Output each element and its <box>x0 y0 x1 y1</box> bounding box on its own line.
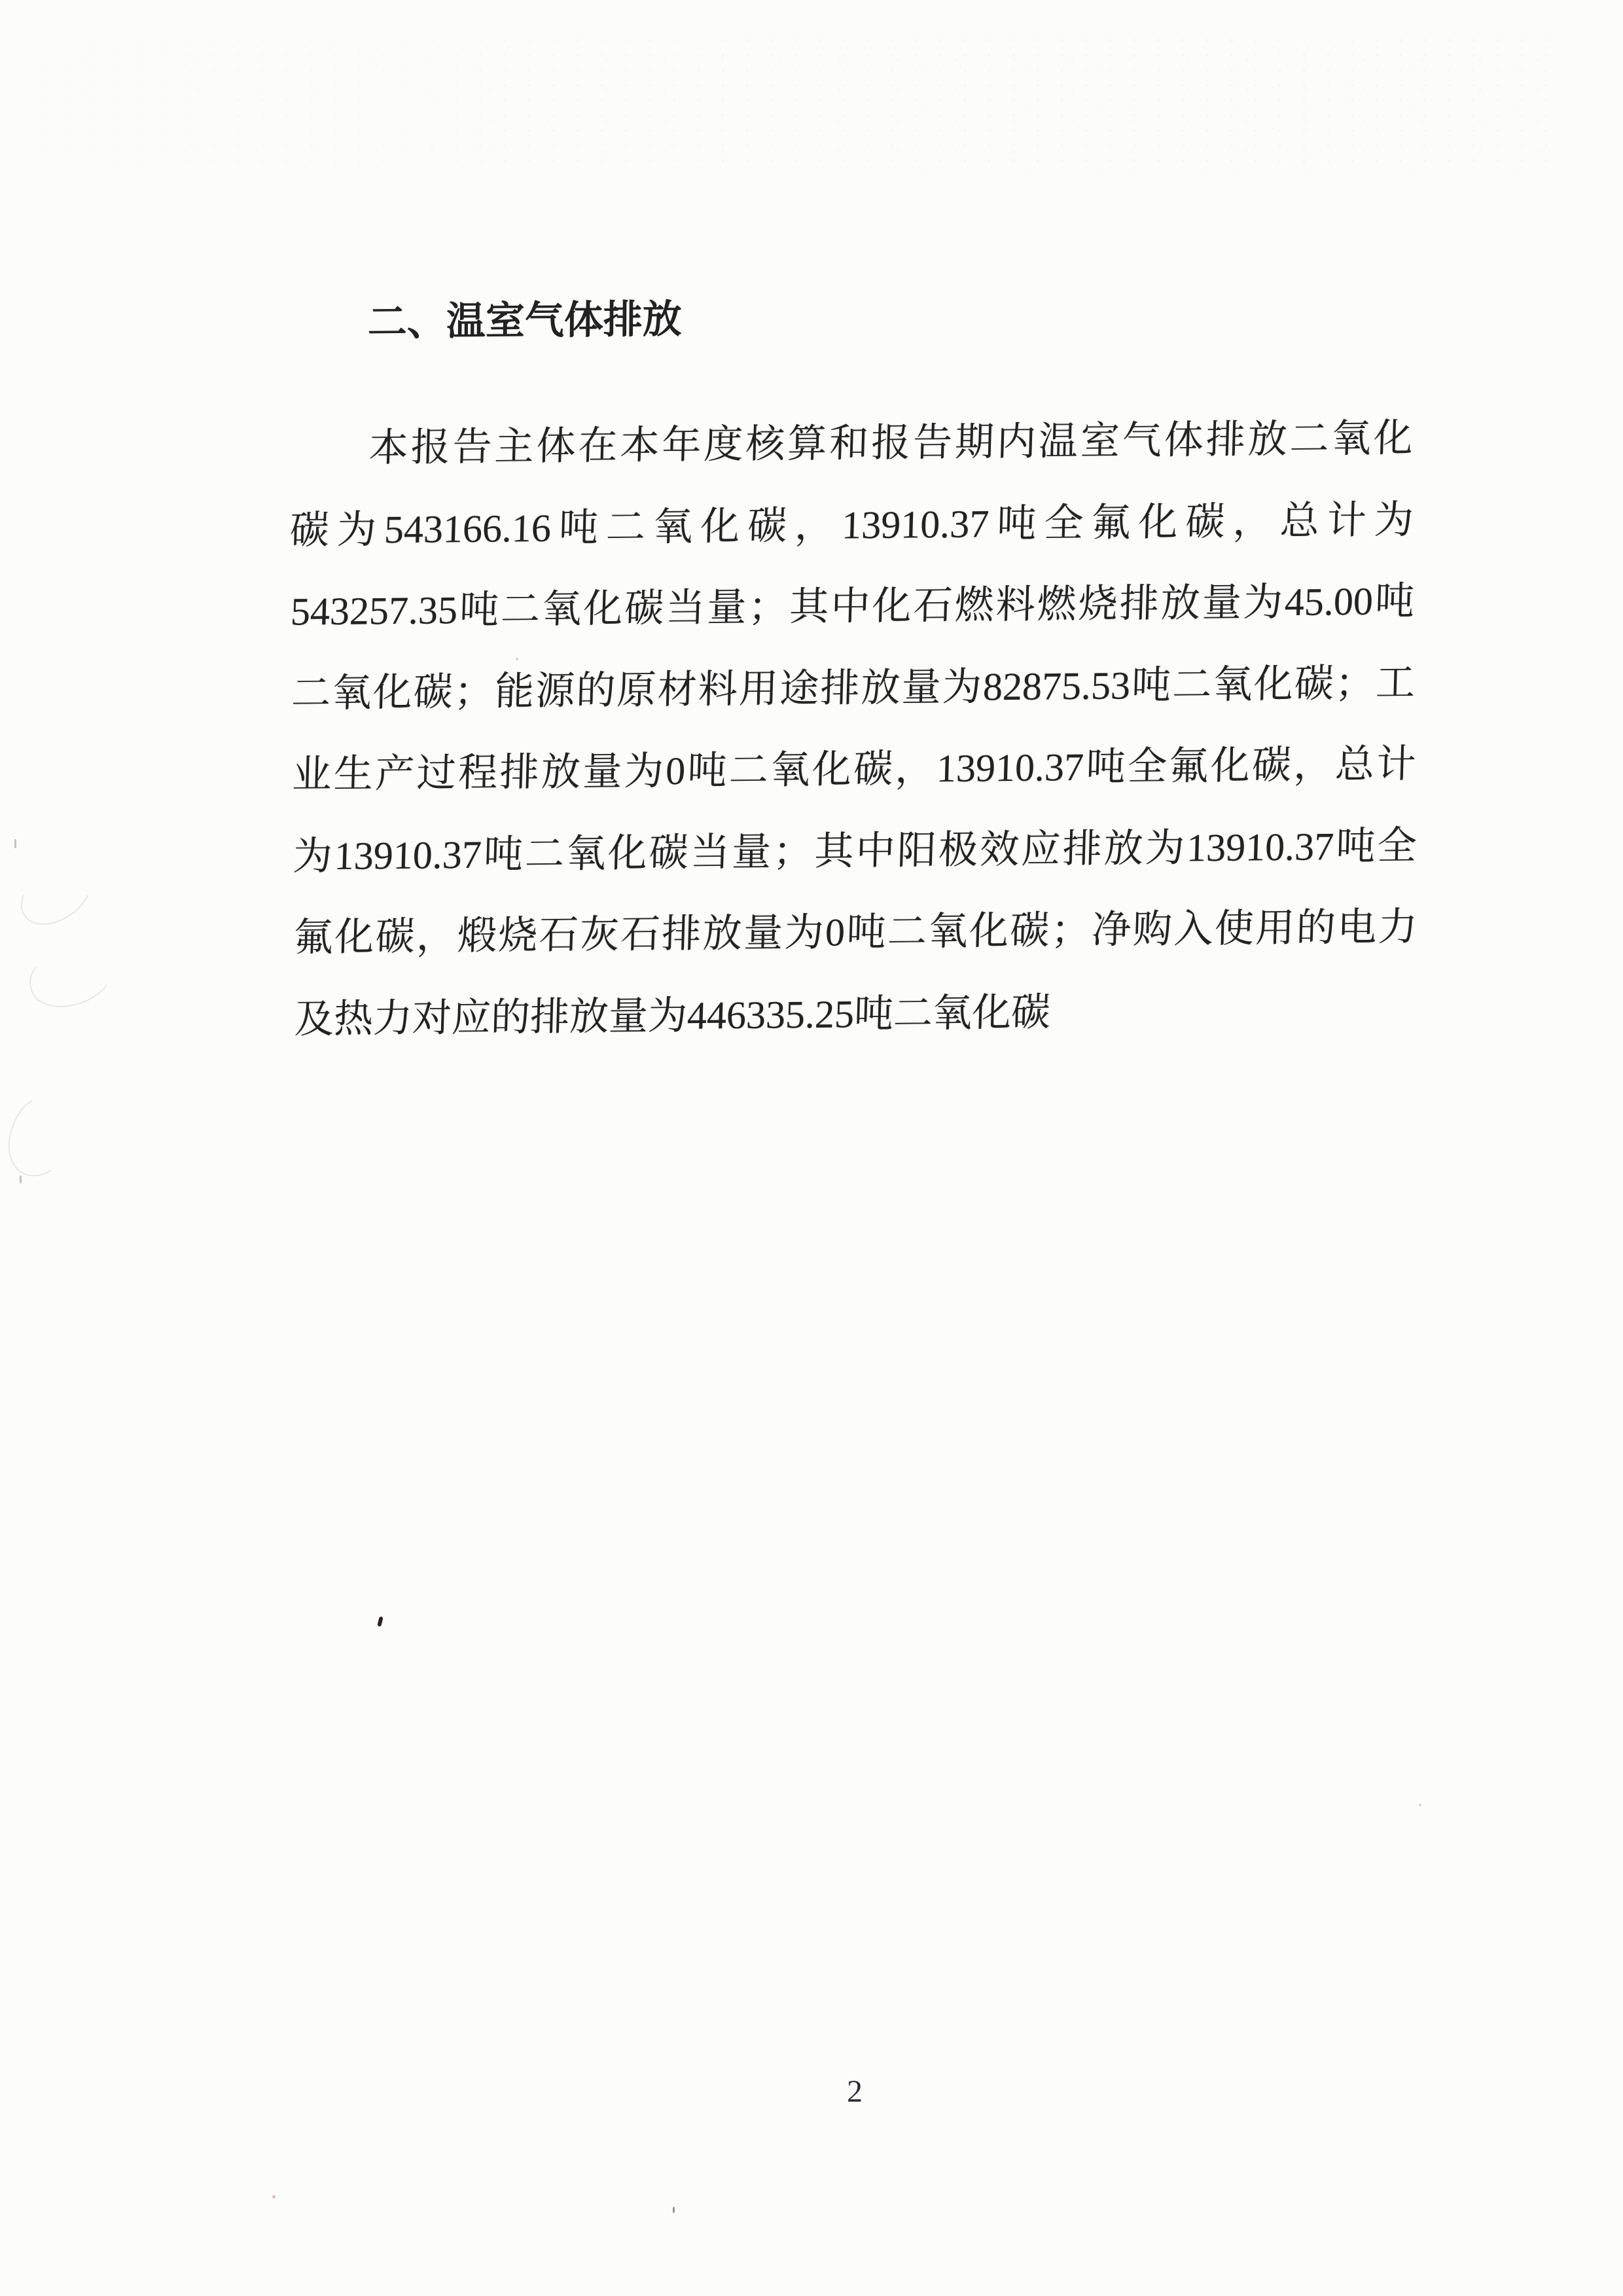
scan-artifact-speck <box>272 2195 276 2198</box>
paragraph-line-1: 本报告主体在本年度核算和报告期内温室气体排放二氧化 <box>368 416 1414 470</box>
paragraph-line-3: 543257.35吨二氧化碳当量；其中化石燃料燃烧排放量为45.00吨 <box>290 579 1415 634</box>
page-number: 2 <box>846 2073 863 2109</box>
scan-artifact-speck <box>516 658 518 660</box>
body-paragraph <box>289 397 1418 1060</box>
paragraph-line-5: 业生产过程排放量为0吨二氧化碳，13910.37吨全氟化碳，总计 <box>291 742 1417 797</box>
paragraph-line-6: 为13910.37吨二氧化碳当量；其中阳极效应排放为13910.37吨全 <box>292 823 1418 878</box>
section-heading: 二、温室气体排放 <box>367 296 683 344</box>
paragraph-line-8: 及热力对应的排放量为446335.25吨二氧化碳 <box>294 990 1051 1041</box>
scan-artifact-speck <box>673 2207 675 2213</box>
paragraph-line-2: 碳为543166.16吨二氧化碳，13910.37吨全氟化碳，总计为 <box>289 497 1414 552</box>
scan-artifact-speck <box>1419 1804 1421 1806</box>
paragraph-line-7: 氟化碳，煅烧石灰石排放量为0吨二氧化碳；净购入使用的电力 <box>293 905 1418 960</box>
paragraph-line-4: 二氧化碳；能源的原材料用途排放量为82875.53吨二氧化碳；工 <box>291 660 1416 715</box>
